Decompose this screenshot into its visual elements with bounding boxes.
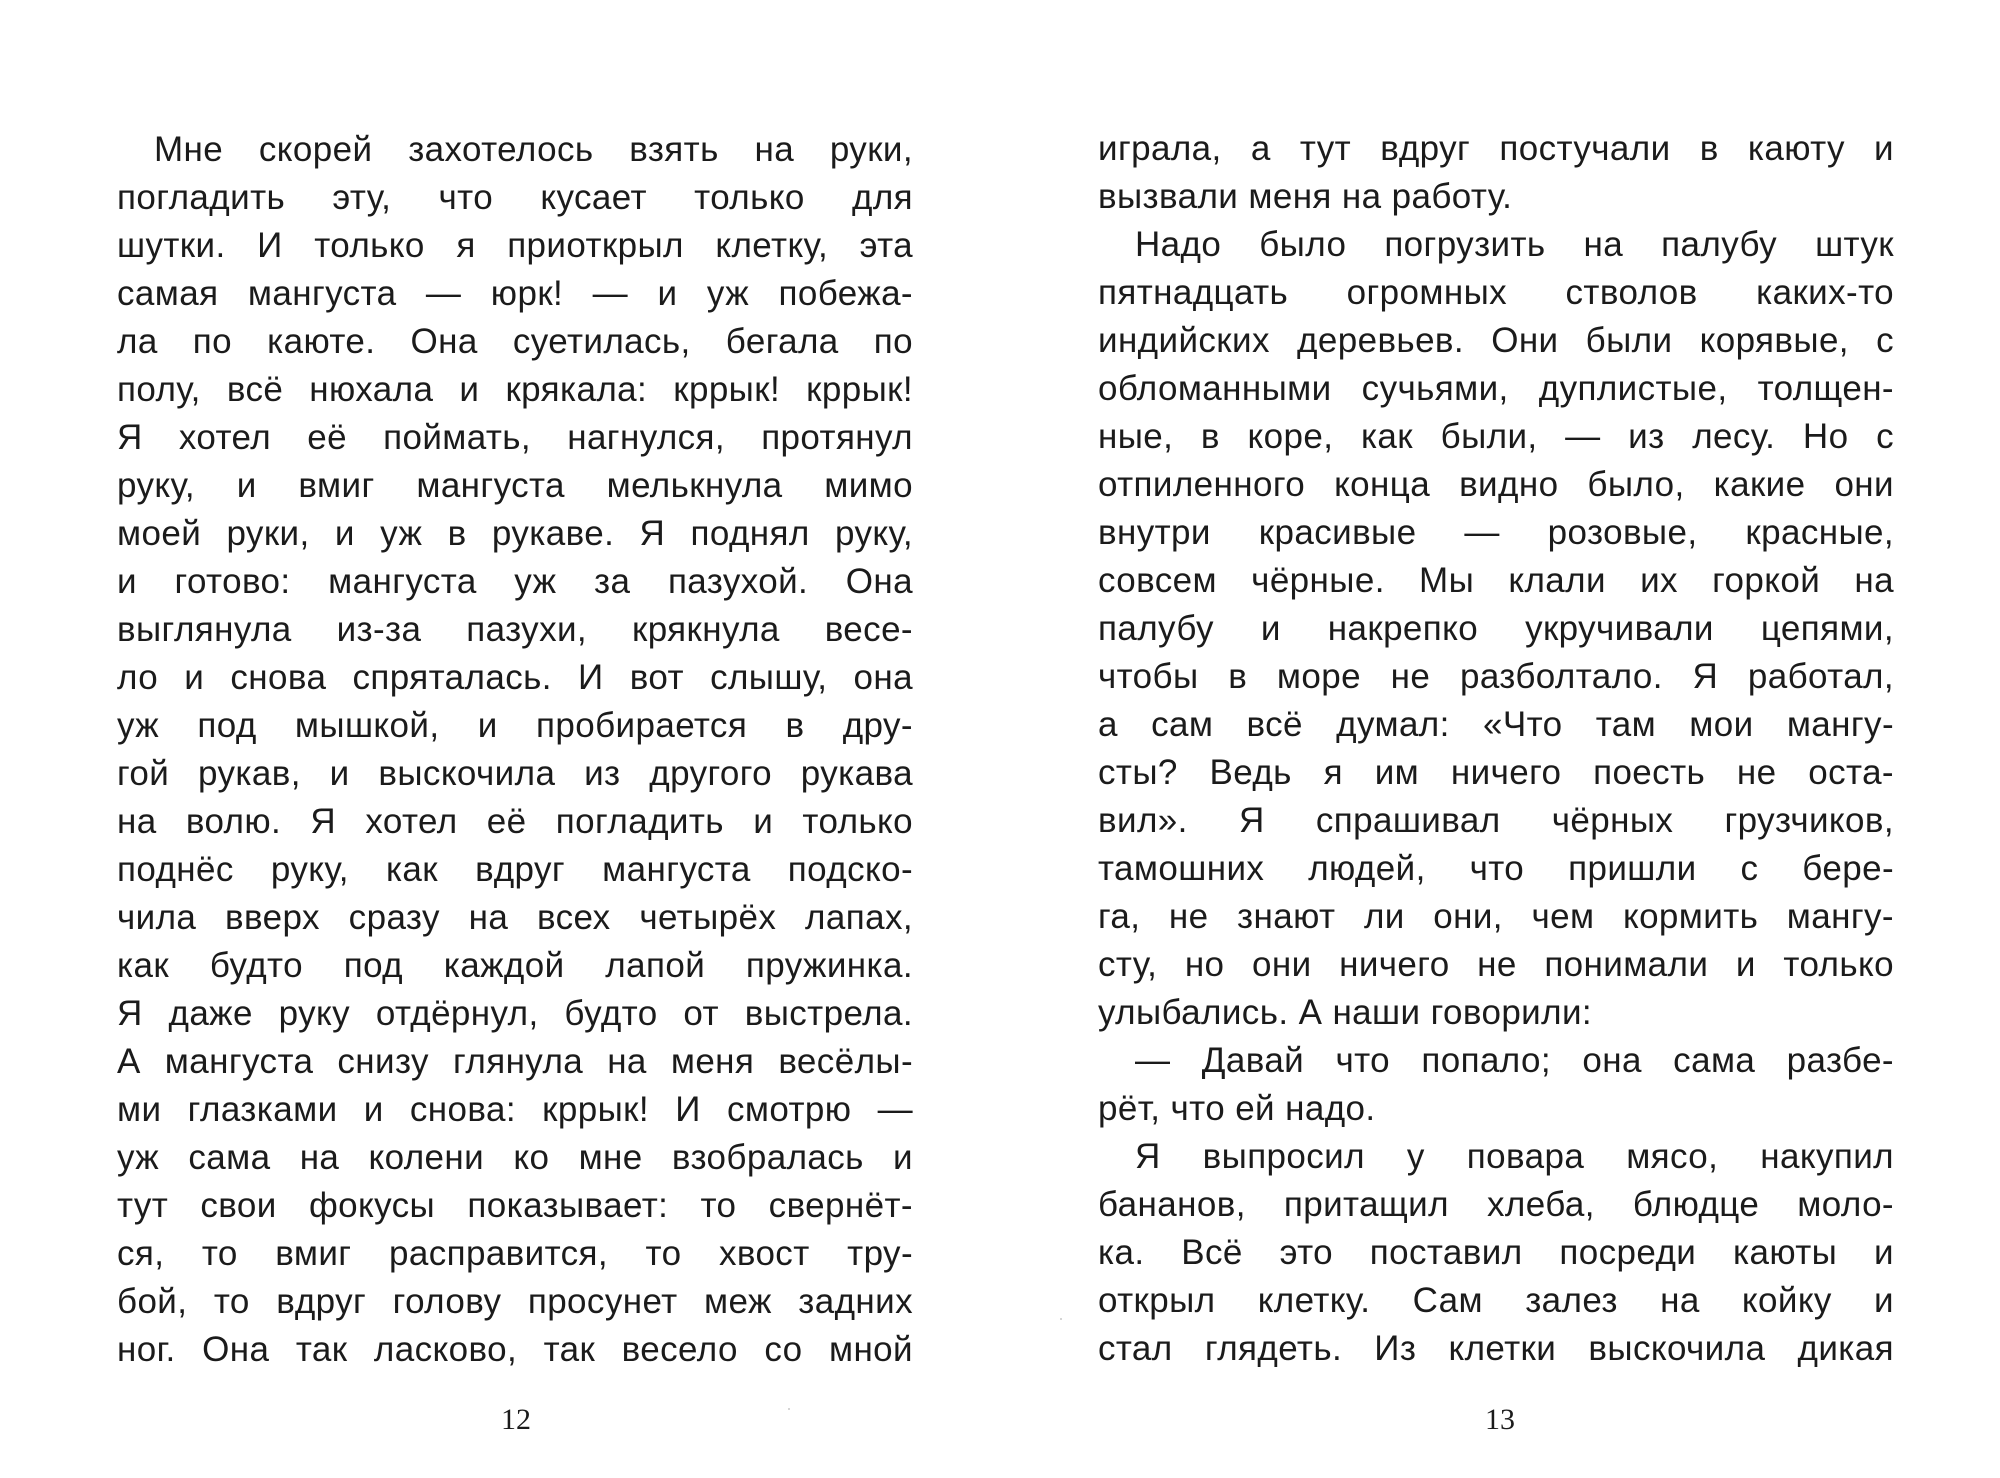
right-page <box>1000 0 2000 1478</box>
text-line: ся, то вмиг расправится, то хвост тру- <box>117 1234 913 1273</box>
text-line: га, не знают ли они, чем кормить мангу- <box>1098 897 1894 936</box>
text-line: пятнадцать огромных стволов каких-то <box>1098 273 1894 312</box>
text-line: тамошних людей, что пришли с бере- <box>1098 849 1894 888</box>
text-line: бой, то вдруг голову просунет меж задних <box>117 1282 913 1321</box>
text-line: погладить эту, что кусает только для <box>117 178 913 217</box>
text-line: и готово: мангуста уж за пазухой. Она <box>117 562 913 601</box>
text-line: выглянула из-за пазухи, крякнула весе- <box>117 610 913 649</box>
text-line: сту, но они ничего не понимали и только <box>1098 945 1894 984</box>
text-line: Я даже руку отдёрнул, будто от выстрела. <box>117 994 913 1033</box>
text-line: Надо было погрузить на палубу штук <box>1135 225 1894 264</box>
text-line: играла, а тут вдруг постучали в каюту и <box>1098 129 1894 168</box>
text-line: — Давай что попало; она сама разбе- <box>1135 1041 1894 1080</box>
right-page-text <box>1098 125 1894 1373</box>
text-line: внутри красивые — розовые, красные, <box>1098 513 1894 552</box>
text-line: тут свои фокусы показывает: то свернёт- <box>117 1186 913 1225</box>
text-line: ные, в коре, как были, — из лесу. Но с <box>1098 417 1894 456</box>
text-line: как будто под каждой лапой пружинка. <box>117 946 913 985</box>
text-line: стал глядеть. Из клетки выскочила дикая <box>1098 1329 1894 1368</box>
text-line: сты? Ведь я им ничего поесть не оста- <box>1098 753 1894 792</box>
text-line: на волю. Я хотел её погладить и только <box>117 802 913 841</box>
text-line: уж под мышкой, и пробирается в дру- <box>117 706 913 745</box>
text-line: улыбались. А наши говорили: <box>1098 993 1593 1032</box>
page-number-right: 13 <box>1485 1403 1515 1436</box>
page-number-left: 12 <box>501 1403 531 1436</box>
text-line: рёт, что ей надо. <box>1098 1089 1376 1128</box>
text-line: самая мангуста — юрк! — и уж побежа- <box>117 274 913 313</box>
text-line: поднёс руку, как вдруг мангуста подско- <box>117 850 913 889</box>
text-line: Я выпросил у повара мясо, накупил <box>1135 1137 1894 1176</box>
text-line: ног. Она так ласково, так весело со мной <box>117 1330 913 1369</box>
text-line: полу, всё нюхала и крякала: кррык! кррык! <box>117 370 913 409</box>
text-line: а сам всё думал: «Что там мои мангу- <box>1098 705 1894 744</box>
text-line: вызвали меня на работу. <box>1098 177 1513 216</box>
text-line: А мангуста снизу глянула на меня весёлы- <box>117 1042 913 1081</box>
text-line: отпиленного конца видно было, какие они <box>1098 465 1894 504</box>
text-line: совсем чёрные. Мы клали их горкой на <box>1098 561 1894 600</box>
text-line: ка. Всё это поставил посреди каюты и <box>1098 1233 1894 1272</box>
text-line: уж сама на колени ко мне взобралась и <box>117 1138 913 1177</box>
paper-speck <box>1060 1318 1062 1320</box>
text-line: шутки. И только я приоткрыл клетку, эта <box>117 226 913 265</box>
text-line: чила вверх сразу на всех четырёх лапах, <box>117 898 913 937</box>
text-line: индийских деревьев. Они были корявые, с <box>1098 321 1894 360</box>
text-line: гой рукав, и выскочила из другого рукава <box>117 754 913 793</box>
text-line: Мне скорей захотелось взять на руки, <box>154 130 913 169</box>
text-line: бананов, притащил хлеба, блюдце моло- <box>1098 1185 1894 1224</box>
paper-speck <box>788 1408 790 1410</box>
text-line: ла по каюте. Она суетилась, бегала по <box>117 322 913 361</box>
text-line: палубу и накрепко укручивали цепями, <box>1098 609 1894 648</box>
text-line: руку, и вмиг мангуста мелькнула мимо <box>117 466 913 505</box>
text-line: обломанными сучьями, дуплистые, толщен- <box>1098 369 1894 408</box>
text-line: чтобы в море не разболтало. Я работал, <box>1098 657 1894 696</box>
left-page-text <box>117 126 913 1374</box>
text-line: открыл клетку. Сам залез на койку и <box>1098 1281 1894 1320</box>
text-line: ло и снова спряталась. И вот слышу, она <box>117 658 913 697</box>
text-line: моей руки, и уж в рукаве. Я поднял руку, <box>117 514 913 553</box>
text-line: вил». Я спрашивал чёрных грузчиков, <box>1098 801 1894 840</box>
text-line: Я хотел её поймать, нагнулся, протянул <box>117 418 913 457</box>
text-line: ми глазками и снова: кррык! И смотрю — <box>117 1090 913 1129</box>
